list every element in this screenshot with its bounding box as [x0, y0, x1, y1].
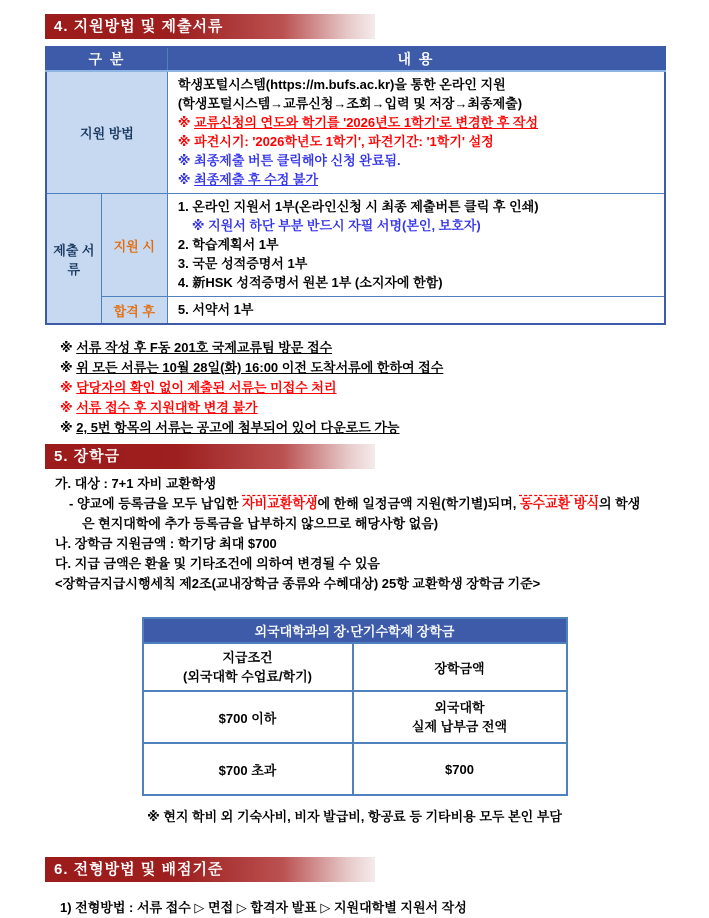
text-segment: 위 모든 서류는 10월 28일(화) 16:00 이전 도착서류에 한하여 접수 [76, 360, 444, 375]
submission-note [60, 358, 709, 378]
text-segment: 의 학생 [598, 496, 641, 511]
text-segment: 3. 국문 성적증명서 1부 [177, 256, 308, 271]
text-segment: 에 한해 일정금액 지원(학기별)되며, [317, 496, 520, 511]
scholarship-text-line [55, 554, 709, 574]
scholarship-description [55, 474, 709, 594]
document-line [178, 197, 656, 216]
document-line [178, 254, 656, 273]
after-acceptance-label: 합격 후 [101, 297, 167, 325]
text-segment: <장학금지급시행세칙 제2조(교내장학금 종류와 수혜대상) 25항 교환학생 장학금 기준> [55, 576, 541, 591]
emphasized-text: 동수교환 방식 [519, 496, 599, 511]
submission-note [60, 338, 709, 358]
apply-method-line [178, 94, 656, 113]
scholarship-text-line [55, 494, 709, 514]
condition-column-header [143, 643, 353, 691]
text-segment: ※ 최종제출 버튼 클릭해야 신청 완료됨. [177, 153, 401, 168]
on-apply-label: 지원 시 [101, 194, 167, 297]
text-segment: ※ [60, 380, 77, 395]
text-segment: 나. 장학금 지원금액 : 학기당 최대 $700 [55, 536, 277, 551]
condition-header-line2: (외국대학 수업료/학기) [183, 669, 312, 684]
apply-method-line [178, 170, 656, 189]
amount-line1: 외국대학 [434, 700, 485, 715]
selection-process-line: 1) 전형방법 : 서류 접수 ▷ 면접 ▷ 합격자 발표 ▷ 지원대학별 지원서 작성 [60, 900, 467, 915]
scholarship-table-header-row [143, 643, 567, 691]
documents-on-apply-row [46, 194, 665, 297]
text-segment: 다. 지급 금액은 환율 및 기타조건에 의하여 변경될 수 있음 [55, 556, 380, 571]
text-segment: 교류신청의 연도와 학기를 '2026년도 1학기'로 변경한 후 작성 [194, 115, 539, 130]
text-segment: 은 현지대학에 추가 등록금을 납부하지 않으므로 해당사항 없음) [82, 516, 439, 531]
text-segment: (학생포털시스템→교류신청→조회→입력 및 저장→최종제출) [177, 96, 523, 111]
submission-note [60, 378, 709, 398]
document-line [178, 235, 656, 254]
scholarship-text-line [55, 534, 709, 554]
document-line [178, 273, 656, 292]
apply-method-row [46, 71, 665, 194]
text-segment: 서류 접수 후 지원대학 변경 불가 [76, 400, 258, 415]
text-segment: 1. 온라인 지원서 1부(온라인신청 시 최종 제출버튼 클릭 후 인쇄) [177, 199, 539, 214]
application-method-table [45, 46, 666, 325]
text-segment: ※ [60, 400, 77, 415]
documents-after-acceptance-content [167, 297, 665, 325]
apply-method-line [178, 132, 656, 151]
section-5-header: 5. 장학금 [45, 444, 375, 469]
scholarship-row-under [143, 691, 567, 743]
text-segment: 5. 서약서 1부 [177, 302, 254, 317]
text-segment: ※ [60, 340, 77, 355]
amount-column-header: 장학금액 [353, 643, 567, 691]
scholarship-text-line [55, 514, 709, 534]
amount-cell: $700 [353, 743, 567, 795]
apply-method-line [178, 113, 656, 132]
scholarship-text-line [55, 574, 709, 594]
text-segment: ※ 지원서 하단 부분 반드시 자필 서명(본인, 보호자) [191, 218, 481, 233]
text-segment: 서류 작성 후 F동 201호 국제교류팀 방문 접수 [76, 340, 333, 355]
scholarship-row-over [143, 743, 567, 795]
condition-cell: $700 초과 [143, 743, 353, 795]
text-segment: ※ [60, 360, 77, 375]
documents-after-acceptance-row [46, 297, 665, 325]
apply-method-line [178, 151, 656, 170]
apply-method-content [167, 71, 665, 194]
notice-document [0, 14, 709, 918]
amount-line2: 실제 납부금 전액 [411, 719, 508, 734]
document-line [178, 300, 656, 319]
text-segment: 2, 5번 항목의 서류는 공고에 첨부되어 있어 다운로드 가능 [76, 420, 400, 435]
text-segment: 학생포털시스템(https://m.bufs.ac.kr)을 통한 온라인 지원 [177, 77, 506, 92]
submission-notes [60, 338, 709, 438]
text-segment: ※ [60, 420, 77, 435]
text-segment: - 양교에 등록금을 모두 납입한 [69, 496, 243, 511]
text-segment: 담당자의 확인 없이 제출된 서류는 미접수 처리 [76, 380, 337, 395]
text-segment: 최종제출 후 수정 불가 [194, 172, 318, 187]
table-header-row [46, 47, 665, 71]
condition-header-line1: 지급조건 [222, 650, 273, 665]
scholarship-table-title-row [143, 618, 567, 643]
text-segment: ※ 파견시기: '2026학년도 1학기', 파견기간: '1학기' 설정 [177, 134, 494, 149]
text-segment: 2. 학습계획서 1부 [177, 237, 279, 252]
scholarship-text-line [55, 474, 709, 494]
submission-note [60, 398, 709, 418]
scholarship-table-title: 외국대학과의 장·단기수학제 장학금 [143, 618, 567, 643]
section-4-header: 4. 지원방법 및 제출서류 [45, 14, 375, 39]
emphasized-text: 자비교환학생 [242, 496, 318, 511]
documents-label: 제출 서류 [46, 194, 101, 325]
scholarship-cost-note: ※ 현지 학비 외 기숙사비, 비자 발급비, 항공료 등 기타비용 모두 본인 부담 [147, 809, 562, 824]
column-header-category: 구 분 [46, 47, 167, 71]
scholarship-table [142, 617, 568, 796]
text-segment: 4. 新HSK 성적증명서 원본 1부 (소지자에 한함) [177, 275, 443, 290]
document-line [178, 216, 656, 235]
text-segment: 가. 대상 : 7+1 자비 교환학생 [55, 476, 217, 491]
text-segment: ※ [177, 172, 195, 187]
submission-note [60, 418, 709, 438]
apply-method-line [178, 75, 656, 94]
condition-cell: $700 이하 [143, 691, 353, 743]
section-6-header: 6. 전형방법 및 배점기준 [45, 857, 375, 882]
apply-method-label: 지원 방법 [46, 71, 167, 194]
amount-cell [353, 691, 567, 743]
column-header-content: 내 용 [167, 47, 665, 71]
text-segment: ※ [177, 115, 195, 130]
documents-on-apply-content [167, 194, 665, 297]
